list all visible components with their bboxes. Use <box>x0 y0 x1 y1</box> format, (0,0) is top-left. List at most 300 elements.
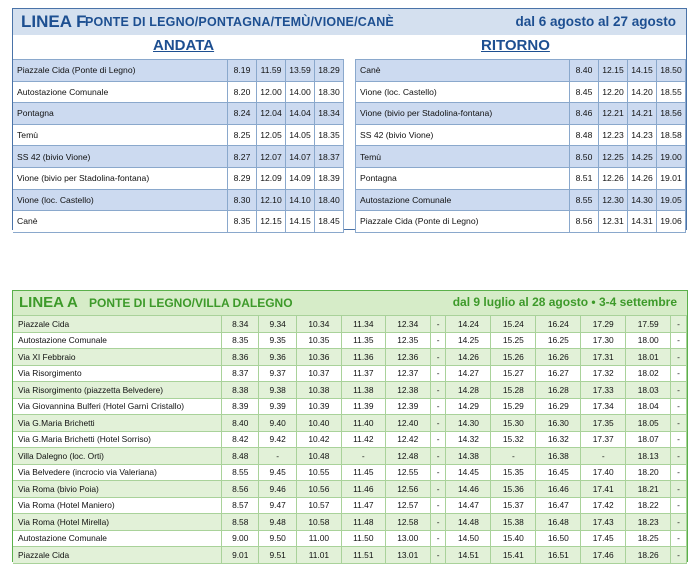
departure-time: 8.40 <box>570 60 599 82</box>
departure-time: - <box>671 547 687 564</box>
departure-time: 19.01 <box>657 167 686 189</box>
departure-time: 17.40 <box>581 464 626 481</box>
departure-time: 8.48 <box>570 124 599 146</box>
departure-time: 12.20 <box>599 81 628 103</box>
departure-time: - <box>671 448 687 465</box>
table-row <box>356 146 686 168</box>
departure-time: 8.30 <box>228 189 257 211</box>
departure-time: 8.36 <box>222 349 259 366</box>
ritorno-table <box>355 59 686 233</box>
departure-time: - <box>430 332 446 349</box>
departure-time: 18.03 <box>626 382 671 399</box>
stop-name: Via G.Maria Brichetti <box>13 415 222 432</box>
departure-time: 18.55 <box>657 81 686 103</box>
departure-time: 16.32 <box>536 431 581 448</box>
departure-time: 10.38 <box>296 382 341 399</box>
departure-time: 10.57 <box>296 497 341 514</box>
departure-time: - <box>671 365 687 382</box>
stop-name: SS 42 (bivio Vione) <box>13 146 228 168</box>
table-row <box>13 146 344 168</box>
departure-time: 15.24 <box>491 316 536 333</box>
table-row <box>356 103 686 125</box>
stop-name: Villa Dalegno (loc. Orti) <box>13 448 222 465</box>
departure-time: - <box>259 448 296 465</box>
table-row <box>356 167 686 189</box>
departure-time: 17.32 <box>581 365 626 382</box>
departure-time: 8.34 <box>222 316 259 333</box>
departure-time: - <box>581 448 626 465</box>
linea-a-header <box>13 291 687 315</box>
linea-f-period: dal 6 agosto al 27 agosto <box>515 14 676 29</box>
departure-time: 17.43 <box>581 514 626 531</box>
table-row <box>13 431 687 448</box>
departure-time: 12.37 <box>385 365 430 382</box>
linea-a-title: LINEA A <box>19 294 78 311</box>
table-row <box>356 189 686 211</box>
table-row <box>13 547 687 564</box>
departure-time: - <box>430 349 446 366</box>
departure-time: 11.59 <box>257 60 286 82</box>
departure-time: 16.25 <box>536 332 581 349</box>
departure-time: 10.55 <box>296 464 341 481</box>
departure-time: 18.02 <box>626 365 671 382</box>
departure-time: 17.37 <box>581 431 626 448</box>
table-row <box>356 60 686 82</box>
departure-time: - <box>430 481 446 498</box>
departure-time: - <box>671 415 687 432</box>
departure-time: 12.07 <box>257 146 286 168</box>
departure-time: 17.46 <box>581 547 626 564</box>
departure-time: 11.34 <box>341 316 385 333</box>
table-row <box>13 514 687 531</box>
stop-name: Canè <box>13 211 228 233</box>
table-row <box>13 398 687 415</box>
departure-time: 12.42 <box>385 431 430 448</box>
departure-time: 11.47 <box>341 497 385 514</box>
departure-time: 12.09 <box>257 167 286 189</box>
departure-time: 15.28 <box>491 382 536 399</box>
departure-time: 9.50 <box>259 530 296 547</box>
departure-time: 16.45 <box>536 464 581 481</box>
departure-time: 15.41 <box>491 547 536 564</box>
stop-name: Via Roma (Hotel Mirella) <box>13 514 222 531</box>
stop-name: Vione (bivio per Stadolina-fontana) <box>13 167 228 189</box>
departure-time: 8.46 <box>570 103 599 125</box>
departure-time: - <box>671 349 687 366</box>
stop-name: Pontagna <box>13 103 228 125</box>
departure-time: 12.55 <box>385 464 430 481</box>
departure-time: 18.45 <box>315 211 344 233</box>
departure-time: 17.33 <box>581 382 626 399</box>
departure-time: 12.35 <box>385 332 430 349</box>
departure-time: 16.51 <box>536 547 581 564</box>
stop-name: Via XI Febbraio <box>13 349 222 366</box>
departure-time: 12.57 <box>385 497 430 514</box>
departure-time: 14.38 <box>446 448 491 465</box>
departure-time: - <box>671 398 687 415</box>
departure-time: 16.46 <box>536 481 581 498</box>
departure-time: 17.35 <box>581 415 626 432</box>
departure-time: 12.34 <box>385 316 430 333</box>
departure-time: 10.37 <box>296 365 341 382</box>
departure-time: - <box>430 382 446 399</box>
stop-name: Via G.Maria Brichetti (Hotel Sorriso) <box>13 431 222 448</box>
departure-time: 14.27 <box>446 365 491 382</box>
table-row <box>356 211 686 233</box>
stop-name: Autostazione Comunale <box>13 332 222 349</box>
departure-time: 9.45 <box>259 464 296 481</box>
departure-time: 8.58 <box>222 514 259 531</box>
departure-time: - <box>430 514 446 531</box>
departure-time: 12.05 <box>257 124 286 146</box>
departure-time: 15.37 <box>491 497 536 514</box>
stop-name: Vione (loc. Castello) <box>356 81 570 103</box>
departure-time: 16.30 <box>536 415 581 432</box>
departure-time: 18.37 <box>315 146 344 168</box>
departure-time: 14.09 <box>286 167 315 189</box>
stop-name: Canè <box>356 60 570 82</box>
departure-time: 9.00 <box>222 530 259 547</box>
departure-time: 8.57 <box>222 497 259 514</box>
linea-f-title: LINEA F <box>21 12 87 31</box>
departure-time: 18.29 <box>315 60 344 82</box>
departure-time: 10.42 <box>296 431 341 448</box>
departure-time: 14.10 <box>286 189 315 211</box>
departure-time: 18.26 <box>626 547 671 564</box>
stop-name: SS 42 (bivio Vione) <box>356 124 570 146</box>
table-row <box>13 464 687 481</box>
departure-time: 18.05 <box>626 415 671 432</box>
departure-time: 9.42 <box>259 431 296 448</box>
table-row <box>13 316 687 333</box>
departure-time: 15.27 <box>491 365 536 382</box>
departure-time: 15.29 <box>491 398 536 415</box>
departure-time: 14.46 <box>446 481 491 498</box>
departure-time: - <box>341 448 385 465</box>
table-row <box>13 497 687 514</box>
departure-time: 8.35 <box>222 332 259 349</box>
departure-time: - <box>671 382 687 399</box>
departure-time: 8.56 <box>570 211 599 233</box>
table-row <box>13 365 687 382</box>
table-row <box>13 349 687 366</box>
departure-time: 18.56 <box>657 103 686 125</box>
departure-time: 14.48 <box>446 514 491 531</box>
table-row <box>13 530 687 547</box>
departure-time: 12.00 <box>257 81 286 103</box>
departure-time: 9.36 <box>259 349 296 366</box>
departure-time: 12.10 <box>257 189 286 211</box>
departure-time: 10.56 <box>296 481 341 498</box>
departure-time: 8.29 <box>228 167 257 189</box>
departure-time: 18.20 <box>626 464 671 481</box>
departure-time: 14.07 <box>286 146 315 168</box>
departure-time: 14.30 <box>446 415 491 432</box>
departure-time: 10.34 <box>296 316 341 333</box>
departure-time: 16.29 <box>536 398 581 415</box>
andata-table <box>13 59 344 233</box>
table-row <box>356 81 686 103</box>
departure-time: 17.34 <box>581 398 626 415</box>
departure-time: - <box>671 464 687 481</box>
table-row <box>13 211 344 233</box>
departure-time: - <box>671 481 687 498</box>
departure-time: 11.35 <box>341 332 385 349</box>
departure-time: 9.34 <box>259 316 296 333</box>
departure-time: 16.50 <box>536 530 581 547</box>
departure-time: 8.55 <box>570 189 599 211</box>
departure-time: 10.36 <box>296 349 341 366</box>
stop-name: Piazzale Cida (Ponte di Legno) <box>13 60 228 82</box>
stop-name: Autostazione Comunale <box>13 81 228 103</box>
departure-time: 10.48 <box>296 448 341 465</box>
departure-time: 18.07 <box>626 431 671 448</box>
departure-time: 9.48 <box>259 514 296 531</box>
stop-name: Via Giovannina Bulferi (Hotel Garnì Cristallo) <box>13 398 222 415</box>
table-row <box>13 332 687 349</box>
departure-time: 11.45 <box>341 464 385 481</box>
departure-time: 11.38 <box>341 382 385 399</box>
departure-time: 16.26 <box>536 349 581 366</box>
departure-time: 12.23 <box>599 124 628 146</box>
departure-time: 12.30 <box>599 189 628 211</box>
stop-name: Temù <box>356 146 570 168</box>
departure-time: 14.28 <box>446 382 491 399</box>
stop-name: Via Risorgimento (piazzetta Belvedere) <box>13 382 222 399</box>
departure-time: - <box>430 316 446 333</box>
stop-name: Temù <box>13 124 228 146</box>
departure-time: 14.26 <box>628 167 657 189</box>
departure-time: 12.48 <box>385 448 430 465</box>
departure-time: 11.37 <box>341 365 385 382</box>
departure-time: 14.00 <box>286 81 315 103</box>
departure-time: 14.32 <box>446 431 491 448</box>
departure-time: 12.58 <box>385 514 430 531</box>
departure-time: 15.36 <box>491 481 536 498</box>
departure-time: 14.30 <box>628 189 657 211</box>
departure-time: 8.50 <box>570 146 599 168</box>
departure-time: 9.01 <box>222 547 259 564</box>
departure-time: 8.39 <box>222 398 259 415</box>
departure-time: 12.21 <box>599 103 628 125</box>
departure-time: 14.21 <box>628 103 657 125</box>
departure-time: 16.28 <box>536 382 581 399</box>
table-row <box>13 81 344 103</box>
departure-time: 10.40 <box>296 415 341 432</box>
departure-time: 14.45 <box>446 464 491 481</box>
departure-time: 11.36 <box>341 349 385 366</box>
departure-time: 15.25 <box>491 332 536 349</box>
stop-name: Vione (bivio per Stadolina-fontana) <box>356 103 570 125</box>
departure-time: 8.55 <box>222 464 259 481</box>
stop-name: Via Roma (bivio Poia) <box>13 481 222 498</box>
departure-time: 8.45 <box>570 81 599 103</box>
departure-time: 14.25 <box>628 146 657 168</box>
departure-time: 8.35 <box>228 211 257 233</box>
departure-time: - <box>430 431 446 448</box>
table-row <box>13 60 344 82</box>
stop-name: Via Roma (Hotel Maniero) <box>13 497 222 514</box>
departure-time: 12.04 <box>257 103 286 125</box>
departure-time: 15.32 <box>491 431 536 448</box>
departure-time: 19.05 <box>657 189 686 211</box>
ritorno-label: RITORNO <box>481 37 550 54</box>
departure-time: 18.04 <box>626 398 671 415</box>
departure-time: 17.41 <box>581 481 626 498</box>
table-row <box>13 103 344 125</box>
departure-time: 14.15 <box>628 60 657 82</box>
stop-name: Via Belvedere (incrocio via Valeriana) <box>13 464 222 481</box>
departure-time: 10.58 <box>296 514 341 531</box>
departure-time: 9.51 <box>259 547 296 564</box>
departure-time: 18.25 <box>626 530 671 547</box>
departure-time: 14.50 <box>446 530 491 547</box>
departure-time: 8.25 <box>228 124 257 146</box>
departure-time: - <box>430 365 446 382</box>
andata-label: ANDATA <box>153 37 215 54</box>
departure-time: 18.35 <box>315 124 344 146</box>
departure-time: 13.01 <box>385 547 430 564</box>
departure-time: 17.59 <box>626 316 671 333</box>
departure-time: 16.48 <box>536 514 581 531</box>
departure-time: 11.01 <box>296 547 341 564</box>
table-row <box>13 415 687 432</box>
table-row <box>13 189 344 211</box>
departure-time: 18.34 <box>315 103 344 125</box>
departure-time: 8.51 <box>570 167 599 189</box>
departure-time: 18.50 <box>657 60 686 82</box>
departure-time: 9.40 <box>259 415 296 432</box>
departure-time: 14.51 <box>446 547 491 564</box>
departure-time: 18.01 <box>626 349 671 366</box>
departure-time: 18.00 <box>626 332 671 349</box>
departure-time: - <box>430 448 446 465</box>
linea-a-period: dal 9 luglio al 28 agosto • 3-4 settembre <box>452 295 677 309</box>
departure-time: 19.06 <box>657 211 686 233</box>
departure-time: - <box>671 431 687 448</box>
linea-f-header <box>13 9 686 35</box>
departure-time: 14.25 <box>446 332 491 349</box>
departure-time: 8.38 <box>222 382 259 399</box>
departure-time: 8.24 <box>228 103 257 125</box>
departure-time: 15.40 <box>491 530 536 547</box>
departure-time: 11.42 <box>341 431 385 448</box>
departure-time: 18.58 <box>657 124 686 146</box>
departure-time: 17.31 <box>581 349 626 366</box>
departure-time: 13.00 <box>385 530 430 547</box>
linea-a-timetable <box>12 290 688 562</box>
departure-time: 12.38 <box>385 382 430 399</box>
departure-time: 8.19 <box>228 60 257 82</box>
departure-time: 19.00 <box>657 146 686 168</box>
departure-time: 14.31 <box>628 211 657 233</box>
stop-name: Autostazione Comunale <box>356 189 570 211</box>
departure-time: 11.46 <box>341 481 385 498</box>
departure-time: 15.30 <box>491 415 536 432</box>
departure-time: 8.37 <box>222 365 259 382</box>
departure-time: 12.31 <box>599 211 628 233</box>
departure-time: 17.42 <box>581 497 626 514</box>
departure-time: 14.23 <box>628 124 657 146</box>
departure-time: 14.20 <box>628 81 657 103</box>
table-row <box>13 481 687 498</box>
departure-time: 11.50 <box>341 530 385 547</box>
departure-time: 9.37 <box>259 365 296 382</box>
linea-a-table <box>13 315 687 564</box>
departure-time: 10.35 <box>296 332 341 349</box>
departure-time: - <box>430 497 446 514</box>
departure-time: - <box>671 316 687 333</box>
stop-name: Piazzale Cida (Ponte di Legno) <box>356 211 570 233</box>
stop-name: Autostazione Comunale <box>13 530 222 547</box>
departure-time: 12.25 <box>599 146 628 168</box>
departure-time: 8.27 <box>228 146 257 168</box>
stop-name: Piazzale Cida <box>13 547 222 564</box>
departure-time: 11.48 <box>341 514 385 531</box>
departure-time: 16.47 <box>536 497 581 514</box>
departure-time: 14.24 <box>446 316 491 333</box>
linea-f-timetable <box>12 8 687 230</box>
departure-time: 12.26 <box>599 167 628 189</box>
departure-time: 18.40 <box>315 189 344 211</box>
stop-name: Pontagna <box>356 167 570 189</box>
departure-time: - <box>430 398 446 415</box>
stop-name: Piazzale Cida <box>13 316 222 333</box>
departure-time: 9.47 <box>259 497 296 514</box>
departure-time: 9.35 <box>259 332 296 349</box>
table-row <box>13 124 344 146</box>
stop-name: Via Risorgimento <box>13 365 222 382</box>
stop-name: Vione (loc. Castello) <box>13 189 228 211</box>
departure-time: 12.36 <box>385 349 430 366</box>
departure-time: 12.15 <box>599 60 628 82</box>
departure-time: 12.56 <box>385 481 430 498</box>
departure-time: 8.42 <box>222 431 259 448</box>
departure-time: 14.05 <box>286 124 315 146</box>
departure-time: 13.59 <box>286 60 315 82</box>
departure-time: 17.45 <box>581 530 626 547</box>
departure-time: 16.38 <box>536 448 581 465</box>
departure-time: 8.20 <box>228 81 257 103</box>
departure-time: - <box>430 530 446 547</box>
departure-time: 15.26 <box>491 349 536 366</box>
table-row <box>13 167 344 189</box>
departure-time: 18.30 <box>315 81 344 103</box>
departure-time: 17.30 <box>581 332 626 349</box>
linea-a-route: PONTE DI LEGNO/VILLA DALEGNO <box>89 296 293 310</box>
departure-time: 16.24 <box>536 316 581 333</box>
departure-time: - <box>671 497 687 514</box>
departure-time: 15.38 <box>491 514 536 531</box>
departure-time: 11.51 <box>341 547 385 564</box>
departure-time: 18.39 <box>315 167 344 189</box>
departure-time: 14.04 <box>286 103 315 125</box>
departure-time: 15.35 <box>491 464 536 481</box>
departure-time: - <box>491 448 536 465</box>
departure-time: 8.40 <box>222 415 259 432</box>
departure-time: 8.56 <box>222 481 259 498</box>
departure-time: 9.46 <box>259 481 296 498</box>
table-row <box>356 124 686 146</box>
linea-f-route: PONTE DI LEGNO/PONTAGNA/TEMÙ/VIONE/CANÈ <box>85 15 394 29</box>
departure-time: 9.39 <box>259 398 296 415</box>
departure-time: - <box>430 464 446 481</box>
departure-time: 18.23 <box>626 514 671 531</box>
table-row <box>13 382 687 399</box>
departure-time: - <box>430 547 446 564</box>
departure-time: 14.47 <box>446 497 491 514</box>
departure-time: - <box>671 530 687 547</box>
